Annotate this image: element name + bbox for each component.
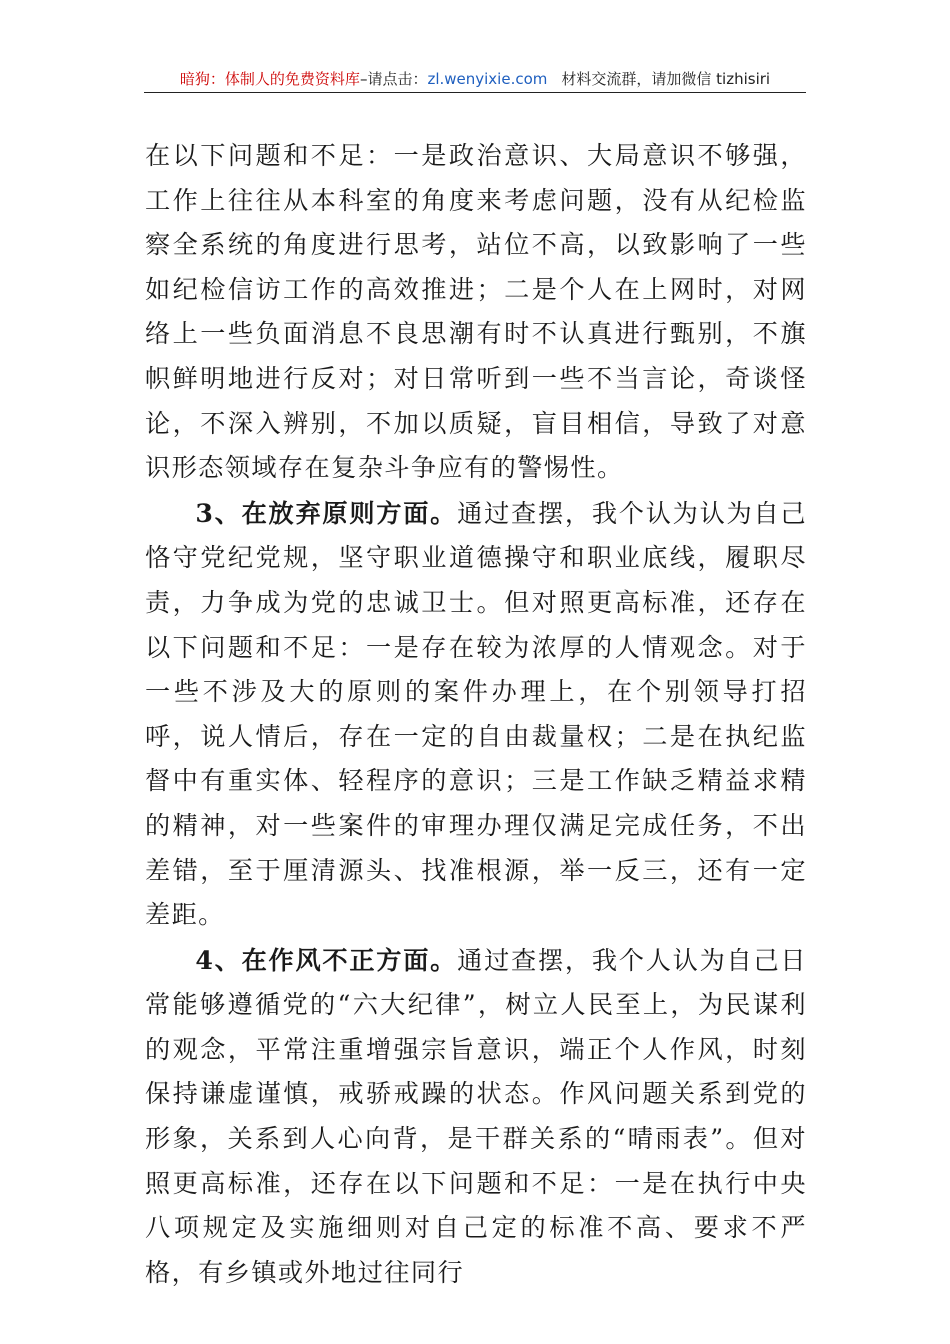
paragraph-text: 通过查摆，我个人认为自己日常能够遵循党的“六大纪律”，树立人民至上，为民谋利的观念，平常注重增强宗旨意识，端正个人作风，时刻保持谦虚谨慎，戒骄戒躁的状态。作风问题关系到党的形象，关系到人心向背，是干群关系的“晴雨表”。但对照更高标准，还存在以下问题和不足：一是在执行中央八项规定及实施细则对自己定的标准不高、要求不严格，有乡镇或外地过往同行 <box>145 945 808 1287</box>
page-header <box>144 66 806 93</box>
header-url-link[interactable]: zl.wenyixie.com <box>427 70 548 88</box>
paragraph-work-style <box>145 938 807 1296</box>
document-body <box>145 134 807 1295</box>
paragraph-text: 通过查摆，我个认为认为自己恪守党纪党规，坚守职业道德操守和职业底线，履职尽责，力争成为党的忠诚卫士。但对照更高标准，还存在以下问题和不足：一是存在较为浓厚的人情观念。对于一些不涉及大的原则的案件办理上，在个别领导打招呼，说人情后，存在一定的自由裁量权；二是在执纪监督中有重实体、轻程序的意识；三是工作缺乏精益求精的精神，对一些案件的审理办理仅满足完成任务，不出差错，至于厘清源头、找准根源，举一反三，还有一定差距。 <box>145 498 808 930</box>
paragraph-text: 在以下问题和不足：一是政治意识、大局意识不够强，工作上往往从本科室的角度来考虑问题，没有从纪检监察全系统的角度进行思考，站位不高，以致影响了一些如纪检信访工作的高效推进；二是个人在上网时，对网络上一些负面消息不良思潮有时不认真进行甄别，不旗帜鲜明地进行反对；对日常听到一些不当言论，奇谈怪论，不深入辨别，不加以质疑，盲目相信，导致了对意识形态领域存在复杂斗争应有的警惕性。 <box>145 141 807 483</box>
paragraph-heading: 4、在作风不正方面。 <box>195 944 458 975</box>
header-wechat-note: 材料交流群，请加微信 tizhisiri <box>561 70 771 88</box>
paragraph-principles <box>145 491 807 938</box>
header-brand: 暗狗：体制人的免费资料库 <box>179 70 360 88</box>
paragraph-continuation <box>145 134 807 491</box>
header-click-prompt: –请点击： <box>359 70 428 88</box>
paragraph-heading: 3、在放弃原则方面。 <box>195 497 458 528</box>
